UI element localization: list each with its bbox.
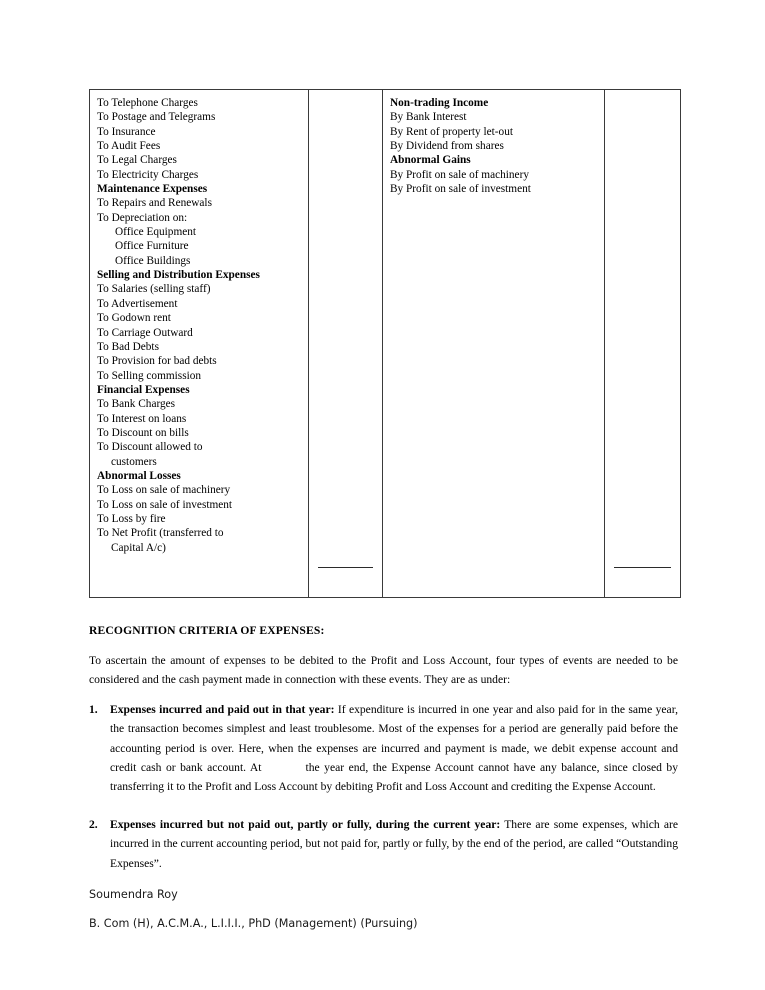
- ledger-credit-entry: By Rent of property let-out: [390, 125, 513, 138]
- ledger-debit-entry: To Net Profit (transferred to: [97, 527, 224, 540]
- ledger-debit-entry: Office Buildings: [115, 254, 191, 267]
- ledger-debit-entry: To Advertisement: [97, 297, 178, 310]
- ledger-debit-entry: To Selling commission: [97, 369, 202, 382]
- ledger-debit-entry: To Carriage Outward: [97, 326, 193, 339]
- ledger-debit-entry: To Loss on sale of investment: [97, 498, 233, 511]
- ledger-credit-entry: By Profit on sale of investment: [390, 183, 531, 196]
- item-1-text-before-gap: If expenditure is incurred in one year and also paid for in the same year, the transaction becomes simplest and least troublesome. Most of the expenses for a period are generally paid before the accounting period is over. Here, when the expenses are incurred and payment is made, we debit expense account and credit cash or bank account. At: [110, 703, 678, 774]
- ledger-debit-entry: To Interest on loans: [97, 412, 187, 425]
- ledger-credit-entry: Abnormal Gains: [390, 154, 471, 167]
- ledger-debit-entry: To Legal Charges: [97, 154, 177, 167]
- ledger-debit-entry: To Telephone Charges: [97, 97, 198, 109]
- credit-total-rule: [614, 567, 671, 568]
- ledger-debit-entry: To Loss on sale of machinery: [97, 484, 231, 497]
- credit-amounts-list: [605, 90, 680, 96]
- numbered-item-1: [89, 700, 678, 796]
- item-2-text: There are some expenses, which are incurred in the current accounting period, but not paid for, partly or fully, by the end of the period, are called “Outstanding Expenses”.: [110, 818, 679, 870]
- ledger-debit-entry: To Postage and Telegrams: [97, 111, 216, 124]
- ledger-debit-entry: To Discount on bills: [97, 426, 189, 439]
- debit-particulars-column: [90, 90, 309, 597]
- numbered-item-2: [89, 815, 678, 873]
- ledger-credit-entry: By Bank Interest: [390, 111, 467, 124]
- profit-and-loss-ledger-table: [89, 89, 681, 598]
- author-credentials: B. Com (H), A.C.M.A., L.I.I.I., PhD (Management) (Pursuing): [89, 917, 418, 930]
- ledger-debit-entry: Selling and Distribution Expenses: [97, 269, 260, 282]
- ledger-debit-entry: To Electricity Charges: [97, 168, 199, 181]
- item-1-lead: Expenses incurred and paid out in that year:: [110, 703, 335, 716]
- item-2-number: 2.: [89, 818, 98, 831]
- item-1-text-after-gap: the year end, the Expense Account cannot have any balance, since closed by transferring it to the Profit and Loss Account by debiting Profit and Loss Account and crediting the Expense Account.: [110, 760, 678, 794]
- ledger-debit-entry: To Repairs and Renewals: [97, 197, 212, 210]
- debit-entries-list: [90, 90, 308, 555]
- ledger-debit-entry: Office Furniture: [115, 240, 189, 253]
- debit-total-rule: [318, 567, 373, 568]
- ledger-debit-entry: To Godown rent: [97, 312, 171, 325]
- ledger-debit-entry: Financial Expenses: [97, 383, 190, 396]
- ledger-debit-entry: Capital A/c): [111, 541, 166, 554]
- debit-amounts-list: [309, 90, 382, 96]
- item-1-content: [110, 700, 678, 796]
- ledger-debit-entry: To Salaries (selling staff): [97, 283, 211, 296]
- credit-particulars-column: [383, 90, 605, 597]
- ledger-debit-entry: To Bank Charges: [97, 398, 176, 411]
- debit-amount-column: [309, 90, 383, 597]
- ledger-debit-entry: To Discount allowed to: [97, 441, 203, 454]
- ledger-debit-entry: To Bad Debts: [97, 340, 159, 353]
- section-heading: RECOGNITION CRITERIA OF EXPENSES:: [89, 624, 325, 637]
- author-name: Soumendra Roy: [89, 888, 178, 901]
- ledger-debit-entry: To Provision for bad debts: [97, 355, 217, 368]
- ledger-debit-entry: To Insurance: [97, 125, 156, 138]
- ledger-debit-entry: To Audit Fees: [97, 140, 161, 153]
- ledger-debit-entry: Office Equipment: [115, 226, 197, 239]
- ledger-credit-entry: By Profit on sale of machinery: [390, 168, 529, 181]
- intro-paragraph: To ascertain the amount of expenses to be debited to the Profit and Loss Account, four types of events are needed to be considered and the cash payment made in connection with these events. They are as under:: [89, 654, 678, 687]
- item-1-number: 1.: [89, 703, 98, 716]
- ledger-debit-entry: To Loss by fire: [97, 512, 166, 525]
- item-2-lead: Expenses incurred but not paid out, partly or fully, during the current year:: [110, 818, 501, 831]
- credit-amount-column: [605, 90, 680, 597]
- item-2-content: [110, 815, 678, 873]
- ledger-debit-entry: Abnormal Losses: [97, 469, 181, 482]
- ledger-debit-entry: To Depreciation on:: [97, 211, 188, 224]
- ledger-debit-entry: Maintenance Expenses: [97, 183, 208, 196]
- ledger-credit-entry: Non-trading Income: [390, 97, 489, 109]
- ledger-debit-entry: customers: [111, 455, 157, 468]
- credit-entries-list: [383, 90, 604, 196]
- ledger-credit-entry: By Dividend from shares: [390, 140, 504, 153]
